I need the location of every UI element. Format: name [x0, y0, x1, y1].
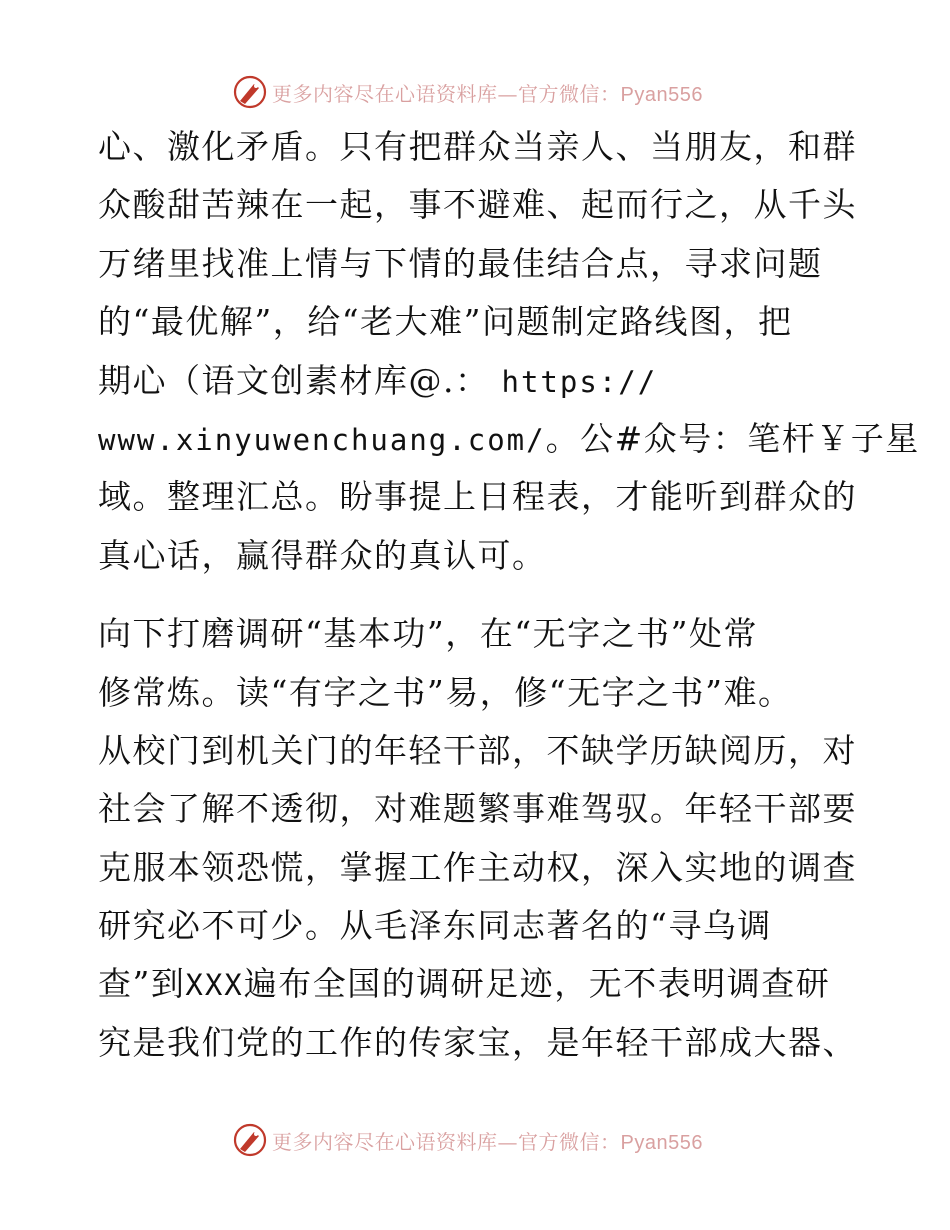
text-line: 社会了解不透彻，对难题繁事难驾驭。年轻干部要: [98, 789, 857, 829]
header-wechat-id: Pyan556: [620, 83, 703, 106]
paragraph-2: [98, 605, 857, 1072]
header-banner-text: [272, 78, 703, 107]
paragraph-1: [98, 118, 920, 585]
text-line: 研究必不可少。从毛泽东同志著名的“寻乌调: [98, 906, 772, 946]
text-segment: 。公#众号：笔杆￥子星: [545, 418, 920, 458]
text-line: [98, 352, 850, 410]
header-banner-content: [232, 72, 703, 112]
text-line: 心、激化矛盾。只有把群众当亲人、当朋友，和群: [98, 127, 857, 166]
footer-banner-content: [232, 1120, 703, 1160]
pen-nib-logo-icon: [232, 74, 268, 110]
text-line: 众酸甜苦辣在一起，事不避难、起而行之，从千头: [98, 185, 857, 225]
header-banner: [0, 72, 950, 112]
text-line: [98, 410, 920, 468]
header-banner-label: 更多内容尽在心语资料库—官方微信：: [272, 81, 621, 106]
text-line: 修常炼。读“有字之书”易，修“无字之书”难。: [98, 672, 793, 712]
text-segment: 期心（语文创素材库@.：: [98, 360, 490, 400]
text-line: 真心话，赢得群众的真认可。: [98, 535, 547, 575]
document-body: [98, 118, 920, 1072]
text-line: 究是我们党的工作的传家宝，是年轻干部成大器、: [98, 1022, 857, 1062]
text-line: 万绪里找准上情与下情的最佳结合点，寻求问题: [98, 243, 823, 283]
url-fragment: www.xinyuwenchuang.com/: [98, 422, 546, 457]
text-line: 域。整理汇总。盼事提上日程表，才能听到群众的: [98, 477, 857, 517]
text-line: 从校门到机关门的年轻干部，不缺学历缺阅历，对: [98, 730, 857, 770]
text-line: 向下打磨调研“基本功”，在“无字之书”处常: [98, 614, 758, 654]
url-fragment: https://: [501, 364, 658, 399]
placeholder-xxx: XXX: [185, 968, 244, 1003]
footer-banner-label: 更多内容尽在心语资料库—官方微信：: [272, 1129, 621, 1154]
text-line: [98, 955, 850, 1013]
text-segment: 查”到: [98, 964, 186, 1004]
text-segment: 遍布全国的调研足迹，无不表明调查研: [243, 964, 831, 1004]
footer-banner: [0, 1120, 950, 1160]
footer-wechat-id: Pyan556: [620, 1131, 703, 1154]
text-line: 克服本领恐慌，掌握工作主动权，深入实地的调查: [98, 847, 857, 887]
paragraph-spacer: [98, 585, 850, 605]
pen-nib-logo-icon: [232, 1122, 268, 1158]
text-line: 的“最优解”，给“老大难”问题制定路线图，把: [98, 302, 793, 342]
footer-banner-text: [272, 1126, 703, 1155]
